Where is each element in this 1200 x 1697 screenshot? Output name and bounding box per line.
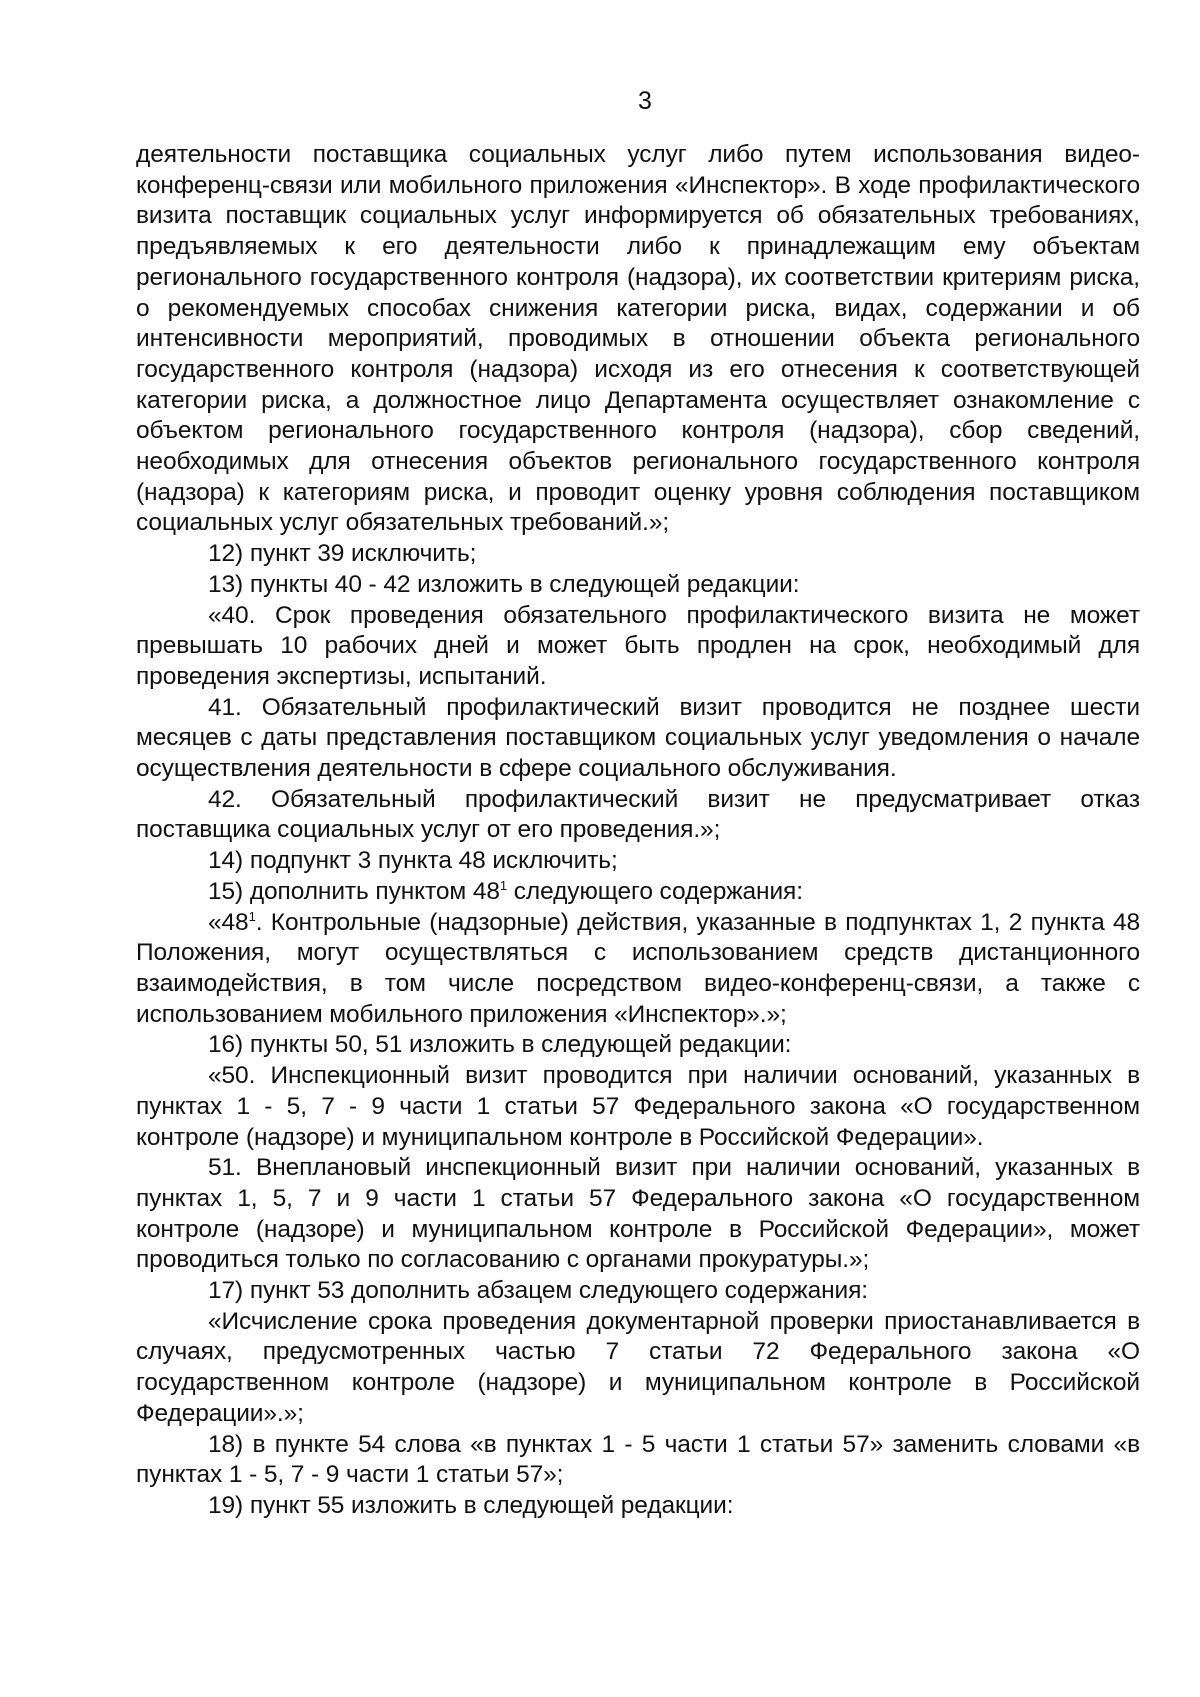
superscript-marker: 1 — [248, 908, 256, 924]
paragraph-clause-48-1 — [136, 908, 1140, 1031]
paragraph-item-13: 13) пункты 40 - 42 изложить в следующей редакции: — [208, 570, 800, 598]
paragraph-item-15-start: 15) дополнить пунктом 48 — [208, 877, 500, 905]
paragraph-item-15-end: следующего содержания: — [507, 877, 803, 905]
paragraph-clause-50: «50. Инспекционный визит проводится при наличии оснований, указанных в пунктах 1 - 5, 7 - 9 части 1 статьи 57 Федерального закона «О государственном контроле (надзоре) и муниципальном контроле в Российской Федерации». — [136, 1062, 1140, 1151]
paragraph-clause-48-1-start: «48 — [208, 908, 249, 936]
paragraph-item-18: 18) в пункте 54 слова «в пунктах 1 - 5 части 1 статьи 57» заменить словами «в пунктах 1 - 5, 7 - 9 части 1 статьи 57»; — [136, 1430, 1140, 1489]
paragraph-clause-48-1-end: . Контрольные (надзорные) действия, указанные в подпунктах 1, 2 пункта 48 Положения, могут осуществляться с использованием средств дистанционного взаимодействия, в том числе посредством видео-конференц-связи, а также с использованием мобильного приложения «Инспектор».»; — [136, 908, 1140, 1028]
paragraph-item-14: 14) подпункт 3 пункта 48 исключить; — [208, 847, 618, 875]
superscript-marker: 1 — [499, 877, 508, 893]
document-body — [136, 140, 1140, 1522]
paragraph-item-19: 19) пункт 55 изложить в следующей редакции: — [208, 1491, 734, 1519]
paragraph-clause-40: «40. Срок проведения обязательного профилактического визита не может превышать 10 рабочих дней и может быть продлен на срок, необходимый для проведения экспертизы, испытаний. — [136, 601, 1140, 690]
paragraph-item-17: 17) пункт 53 дополнить абзацем следующего содержания: — [208, 1277, 868, 1305]
paragraph-clause-41: 41. Обязательный профилактический визит проводится не позднее шести месяцев с даты представления поставщиком социальных услуг уведомления о начале осуществления деятельности в сфере социального обслуживания. — [136, 693, 1140, 783]
paragraph-item-12: 12) пункт 39 исключить; — [208, 540, 477, 568]
paragraph-clause-51: 51. Внеплановый инспекционный визит при наличии оснований, указанных в пунктах 1, 5, 7 и 9 части 1 статьи 57 Федерального закона «О государственном контроле (надзоре) и муниципальном контроле в Российской Федерации», может проводиться только по согласованию с органами прокуратуры.»; — [136, 1154, 1140, 1274]
paragraph-item-15 — [136, 877, 1140, 908]
page-number: 3 — [638, 87, 652, 115]
paragraph-item-16: 16) пункты 50, 51 изложить в следующей редакции: — [208, 1031, 792, 1059]
paragraph-clause-42: 42. Обязательный профилактический визит не предусматривает отказ поставщика социальных услуг от его проведения.»; — [136, 785, 1140, 844]
paragraph-continuation: деятельности поставщика социальных услуг либо путем использования видео-конференц-связи или мобильного приложения «Инспектор». В ходе профилактического визита поставщик социальных услуг информируется об обязательных требованиях, предъявляемых к его деятельности либо к принадлежащим ему объектам регионального государственного контроля (надзора), их соответствии критериям риска, о рекомендуемых способах снижения категории риска, видах, содержании и об интенсивности мероприятий, проводимых в отношении объекта регионального государственного контроля (надзора) исходя из его отнесения к соответствующей категории риска, а должностное лицо Департамента осуществляет ознакомление с объектом регионального государственного контроля (надзора), сбор сведений, необходимых для отнесения объектов регионального государственного контроля (надзора) к категориям риска, и проводит оценку уровня соблюдения поставщиком социальных услуг обязательных требований.»; — [136, 141, 1140, 537]
paragraph-calculation-clause: «Исчисление срока проведения документарной проверки приостанавливается в случаях, предусмотренных частью 7 статьи 72 Федерального закона «О государственном контроле (надзоре) и муниципальном контроле в Российской Федерации».»; — [136, 1307, 1140, 1427]
